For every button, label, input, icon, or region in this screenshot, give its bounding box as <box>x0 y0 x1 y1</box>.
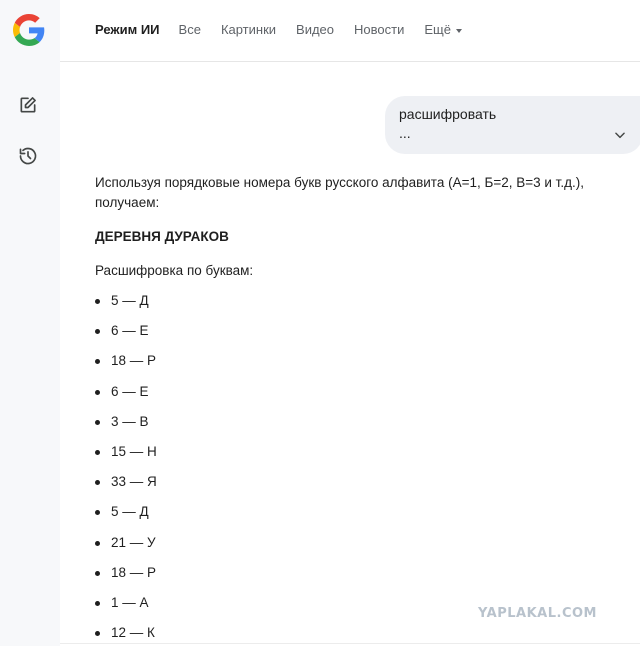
tab-news[interactable]: Новости <box>354 22 405 37</box>
list-item: 21 — У <box>95 533 615 563</box>
list-item: 15 — Н <box>95 442 615 472</box>
list-item: 18 — Р <box>95 563 615 593</box>
answer-heading: ДЕРЕВНЯ ДУРАКОВ <box>95 229 229 244</box>
decode-list <box>95 291 615 646</box>
query-text: расшифровать <box>399 106 497 122</box>
answer-subheading: Расшифровка по буквам: <box>95 263 254 278</box>
tab-images[interactable]: Картинки <box>220 22 277 37</box>
list-item: 5 — Д <box>95 502 615 532</box>
new-chat-button[interactable] <box>16 93 40 117</box>
list-item: 6 — Е <box>95 382 615 412</box>
list-item: 12 — К <box>95 623 615 646</box>
header <box>60 0 640 62</box>
list-item: 33 — Я <box>95 472 615 502</box>
chevron-down-icon[interactable] <box>613 128 627 142</box>
tab-more[interactable] <box>424 22 462 37</box>
tab-videos[interactable]: Видео <box>296 22 335 37</box>
user-query-bubble[interactable] <box>385 96 640 154</box>
google-logo[interactable] <box>13 14 45 46</box>
list-item: 1 — А <box>95 593 615 623</box>
answer-intro: Используя порядковые номера букв русского алфавита (А=1, Б=2, В=3 и т.д.), получаем: <box>95 175 584 210</box>
ai-answer <box>95 173 615 646</box>
tab-more-label: Ещё <box>424 22 451 37</box>
query-more: ... <box>399 125 411 141</box>
tab-ai-mode[interactable]: Режим ИИ <box>95 22 160 37</box>
divider <box>60 643 640 644</box>
list-item: 3 — В <box>95 412 615 442</box>
list-item: 5 — Д <box>95 291 615 321</box>
caret-down-icon <box>456 29 462 33</box>
history-button[interactable] <box>16 144 40 168</box>
edit-icon <box>18 95 38 115</box>
sidebar <box>0 0 60 646</box>
tab-all[interactable]: Все <box>178 22 201 37</box>
history-icon <box>18 146 38 166</box>
list-item: 6 — Е <box>95 321 615 351</box>
search-tabs <box>95 22 482 37</box>
list-item: 18 — Р <box>95 351 615 381</box>
watermark: YAPLAKAL.COM <box>478 606 597 621</box>
